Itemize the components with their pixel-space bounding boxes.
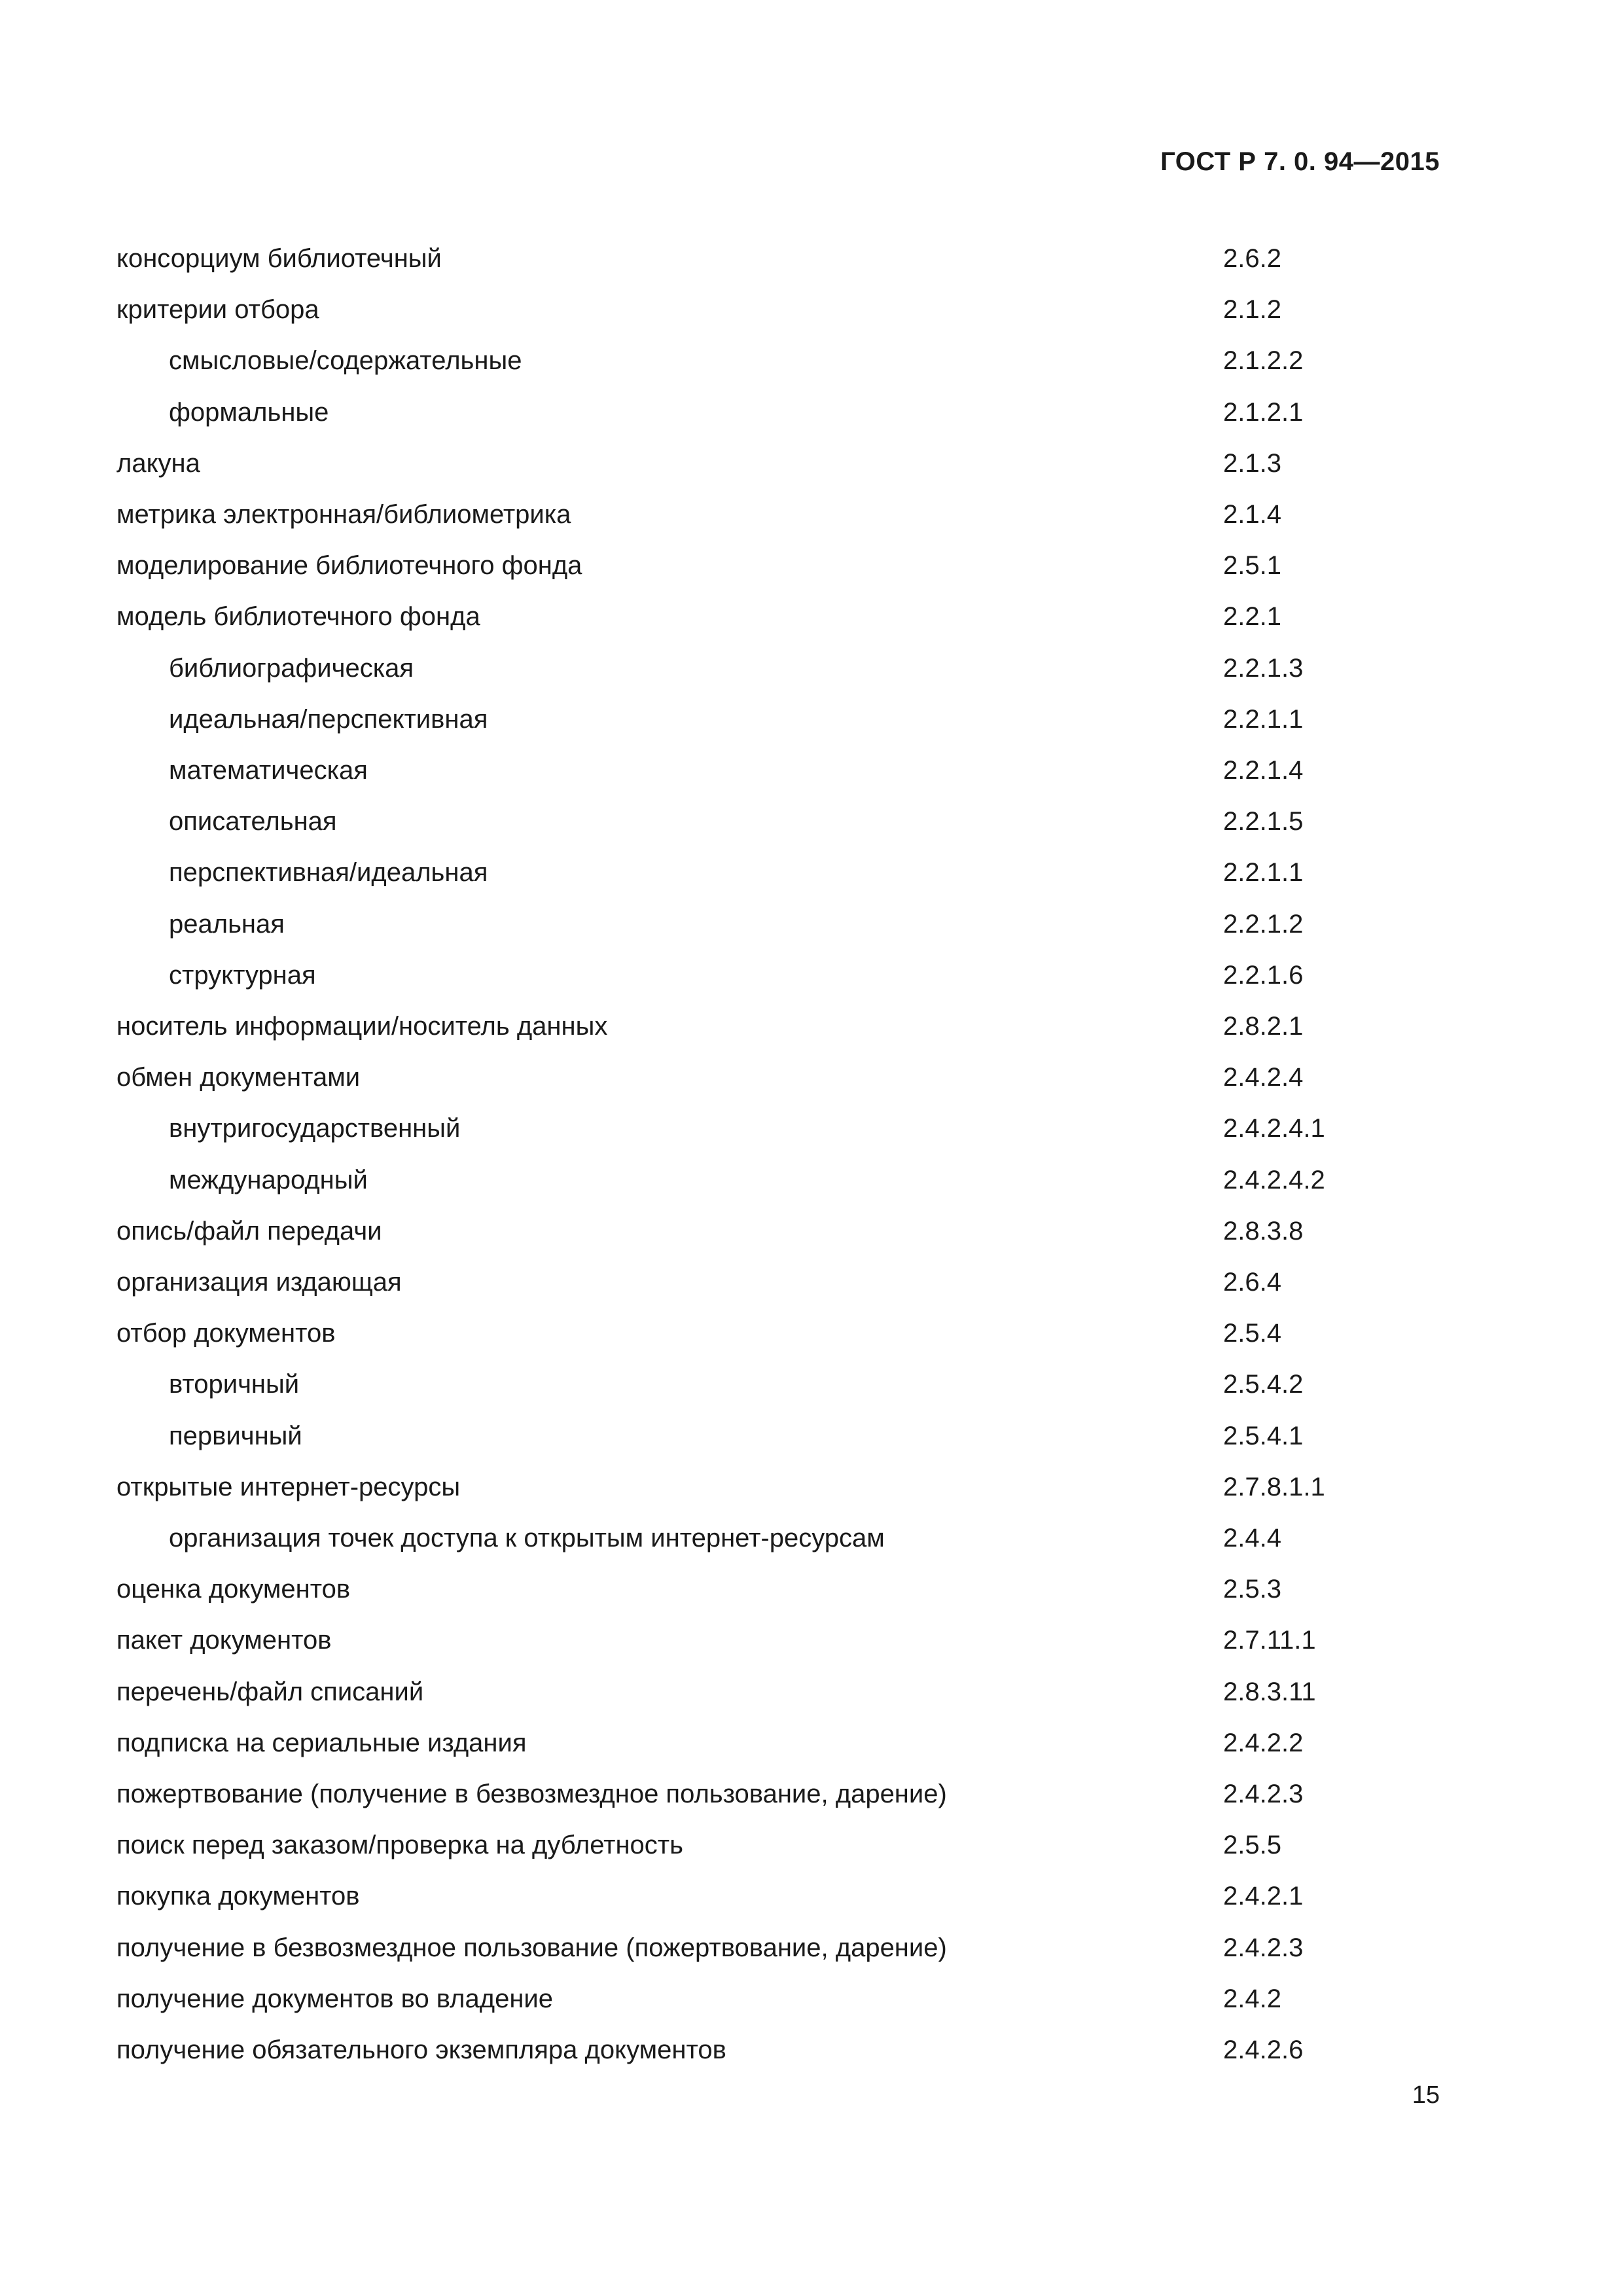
index-term: критерии отбора	[116, 295, 319, 325]
index-code: 2.2.1.2	[1223, 909, 1304, 939]
index-code: 2.4.2.3	[1223, 1933, 1304, 1962]
index-code: 2.2.1.5	[1223, 807, 1304, 836]
index-term: отбор документов	[116, 1319, 336, 1348]
index-code: 2.5.4.1	[1223, 1421, 1304, 1450]
index-code: 2.4.2	[1223, 1984, 1281, 2013]
index-code: 2.6.2	[1223, 244, 1281, 273]
index-term: консорциум библиотечный	[116, 244, 442, 273]
index-term: лакуна	[116, 448, 200, 478]
index-code: 2.2.1	[1223, 602, 1281, 632]
index-entry	[0, 438, 1623, 489]
index-term: покупка документов	[116, 1882, 360, 1911]
index-term: организация издающая	[116, 1268, 402, 1297]
index-code: 2.4.2.4	[1223, 1063, 1304, 1092]
index-entry	[0, 1615, 1623, 1666]
index-entry	[0, 1359, 1623, 1410]
index-term: получение обязательного экземпляра документов	[116, 2036, 726, 2064]
index-term: поиск перед заказом/проверка на дублетность	[116, 1831, 683, 1860]
index-code: 2.1.2	[1223, 295, 1281, 325]
index-term: подписка на сериальные издания	[116, 1728, 527, 1757]
index-entry	[0, 847, 1623, 898]
index-code: 2.5.1	[1223, 551, 1281, 581]
index-entry	[0, 1462, 1623, 1513]
page-number: 15	[1412, 2081, 1440, 2109]
index-entry	[0, 1717, 1623, 1768]
index-term: получение документов во владение	[116, 1984, 553, 2013]
index-code: 2.1.3	[1223, 448, 1281, 478]
index-entry	[0, 796, 1623, 847]
index-entry	[0, 643, 1623, 694]
index-entry	[0, 1666, 1623, 1717]
index-code: 2.4.4	[1223, 1524, 1281, 1552]
index-entry	[0, 1820, 1623, 1871]
index-entry	[0, 591, 1623, 642]
index-entry	[0, 489, 1623, 540]
index-entry	[0, 1410, 1623, 1462]
index-entry	[0, 1257, 1623, 1308]
index-term: математическая	[169, 756, 368, 785]
index-entry	[0, 950, 1623, 1001]
index-term: первичный	[169, 1421, 302, 1450]
index-code: 2.1.2.2	[1223, 346, 1304, 376]
index-term: внутригосударственный	[169, 1114, 461, 1143]
index-entry	[0, 1564, 1623, 1615]
index-term: библиографическая	[169, 653, 414, 683]
index-term: перспективная/идеальная	[169, 858, 488, 888]
index-term: смысловые/содержательные	[169, 346, 522, 376]
index-entry	[0, 694, 1623, 745]
index-code: 2.5.4	[1223, 1319, 1281, 1348]
index-code: 2.7.8.1.1	[1223, 1472, 1325, 1501]
index-term: перечень/файл списаний	[116, 1677, 424, 1706]
index-code: 2.5.3	[1223, 1575, 1281, 1604]
index-term: носитель информации/носитель данных	[116, 1012, 608, 1041]
index-code: 2.2.1.1	[1223, 704, 1304, 734]
index-entry	[0, 387, 1623, 438]
index-term: опись/файл передачи	[116, 1216, 382, 1246]
index-entry	[0, 1871, 1623, 1922]
index-code: 2.8.3.8	[1223, 1216, 1304, 1246]
index-entry	[0, 1513, 1623, 1564]
index-entry	[0, 1922, 1623, 1973]
index-code: 2.8.3.11	[1223, 1677, 1316, 1706]
index-term: модель библиотечного фонда	[116, 602, 480, 632]
index-term: получение в безвозмездное пользование (пожертвование, дарение)	[116, 1933, 947, 1962]
index-entry	[0, 2024, 1623, 2075]
index-term: описательная	[169, 807, 337, 836]
index-code: 2.2.1.4	[1223, 756, 1304, 785]
index-entry	[0, 1973, 1623, 2024]
index-term: метрика электронная/библиометрика	[116, 500, 571, 529]
index-entry	[0, 899, 1623, 950]
index-term: пожертвование (получение в безвозмездное пользование, дарение)	[116, 1780, 947, 1808]
index-entry	[0, 1308, 1623, 1359]
index-entry	[0, 233, 1623, 284]
index-code: 2.1.4	[1223, 500, 1281, 529]
index-term: структурная	[169, 960, 316, 990]
index-term: формальные	[169, 397, 329, 427]
index-term: реальная	[169, 909, 285, 939]
index-code: 2.4.2.6	[1223, 2036, 1304, 2064]
index-entry	[0, 1001, 1623, 1052]
index-code: 2.5.5	[1223, 1831, 1281, 1860]
index-term: моделирование библиотечного фонда	[116, 551, 582, 581]
index-code: 2.2.1.1	[1223, 858, 1304, 888]
index-code: 2.1.2.1	[1223, 397, 1304, 427]
index-entry	[0, 1155, 1623, 1206]
index-code: 2.2.1.6	[1223, 960, 1304, 990]
index-term: оценка документов	[116, 1575, 351, 1604]
index-entry	[0, 745, 1623, 796]
index-term: пакет документов	[116, 1626, 332, 1655]
index-term: международный	[169, 1165, 368, 1194]
index-entry	[0, 284, 1623, 335]
index-term: вторичный	[169, 1370, 300, 1399]
index-entry	[0, 1103, 1623, 1154]
index-term: идеальная/перспективная	[169, 704, 488, 734]
document-header: ГОСТ Р 7. 0. 94—2015	[1160, 147, 1440, 176]
index-code: 2.5.4.2	[1223, 1370, 1304, 1399]
index-term: открытые интернет-ресурсы	[116, 1472, 461, 1501]
index-code: 2.4.2.4.2	[1223, 1165, 1325, 1194]
index-code: 2.6.4	[1223, 1268, 1281, 1297]
index-code: 2.4.2.3	[1223, 1780, 1304, 1808]
index-code: 2.4.2.2	[1223, 1728, 1304, 1757]
index-entry	[0, 1052, 1623, 1103]
index-entry	[0, 335, 1623, 386]
index-code: 2.2.1.3	[1223, 653, 1304, 683]
index-entry	[0, 1768, 1623, 1820]
index-term: обмен документами	[116, 1063, 361, 1092]
index-entry	[0, 1206, 1623, 1257]
index-code: 2.4.2.4.1	[1223, 1114, 1325, 1143]
index-code: 2.8.2.1	[1223, 1012, 1304, 1041]
index-code: 2.4.2.1	[1223, 1882, 1304, 1911]
index-code: 2.7.11.1	[1223, 1626, 1316, 1655]
index-entry	[0, 540, 1623, 591]
index-term: организация точек доступа к открытым интернет-ресурсам	[169, 1524, 885, 1552]
